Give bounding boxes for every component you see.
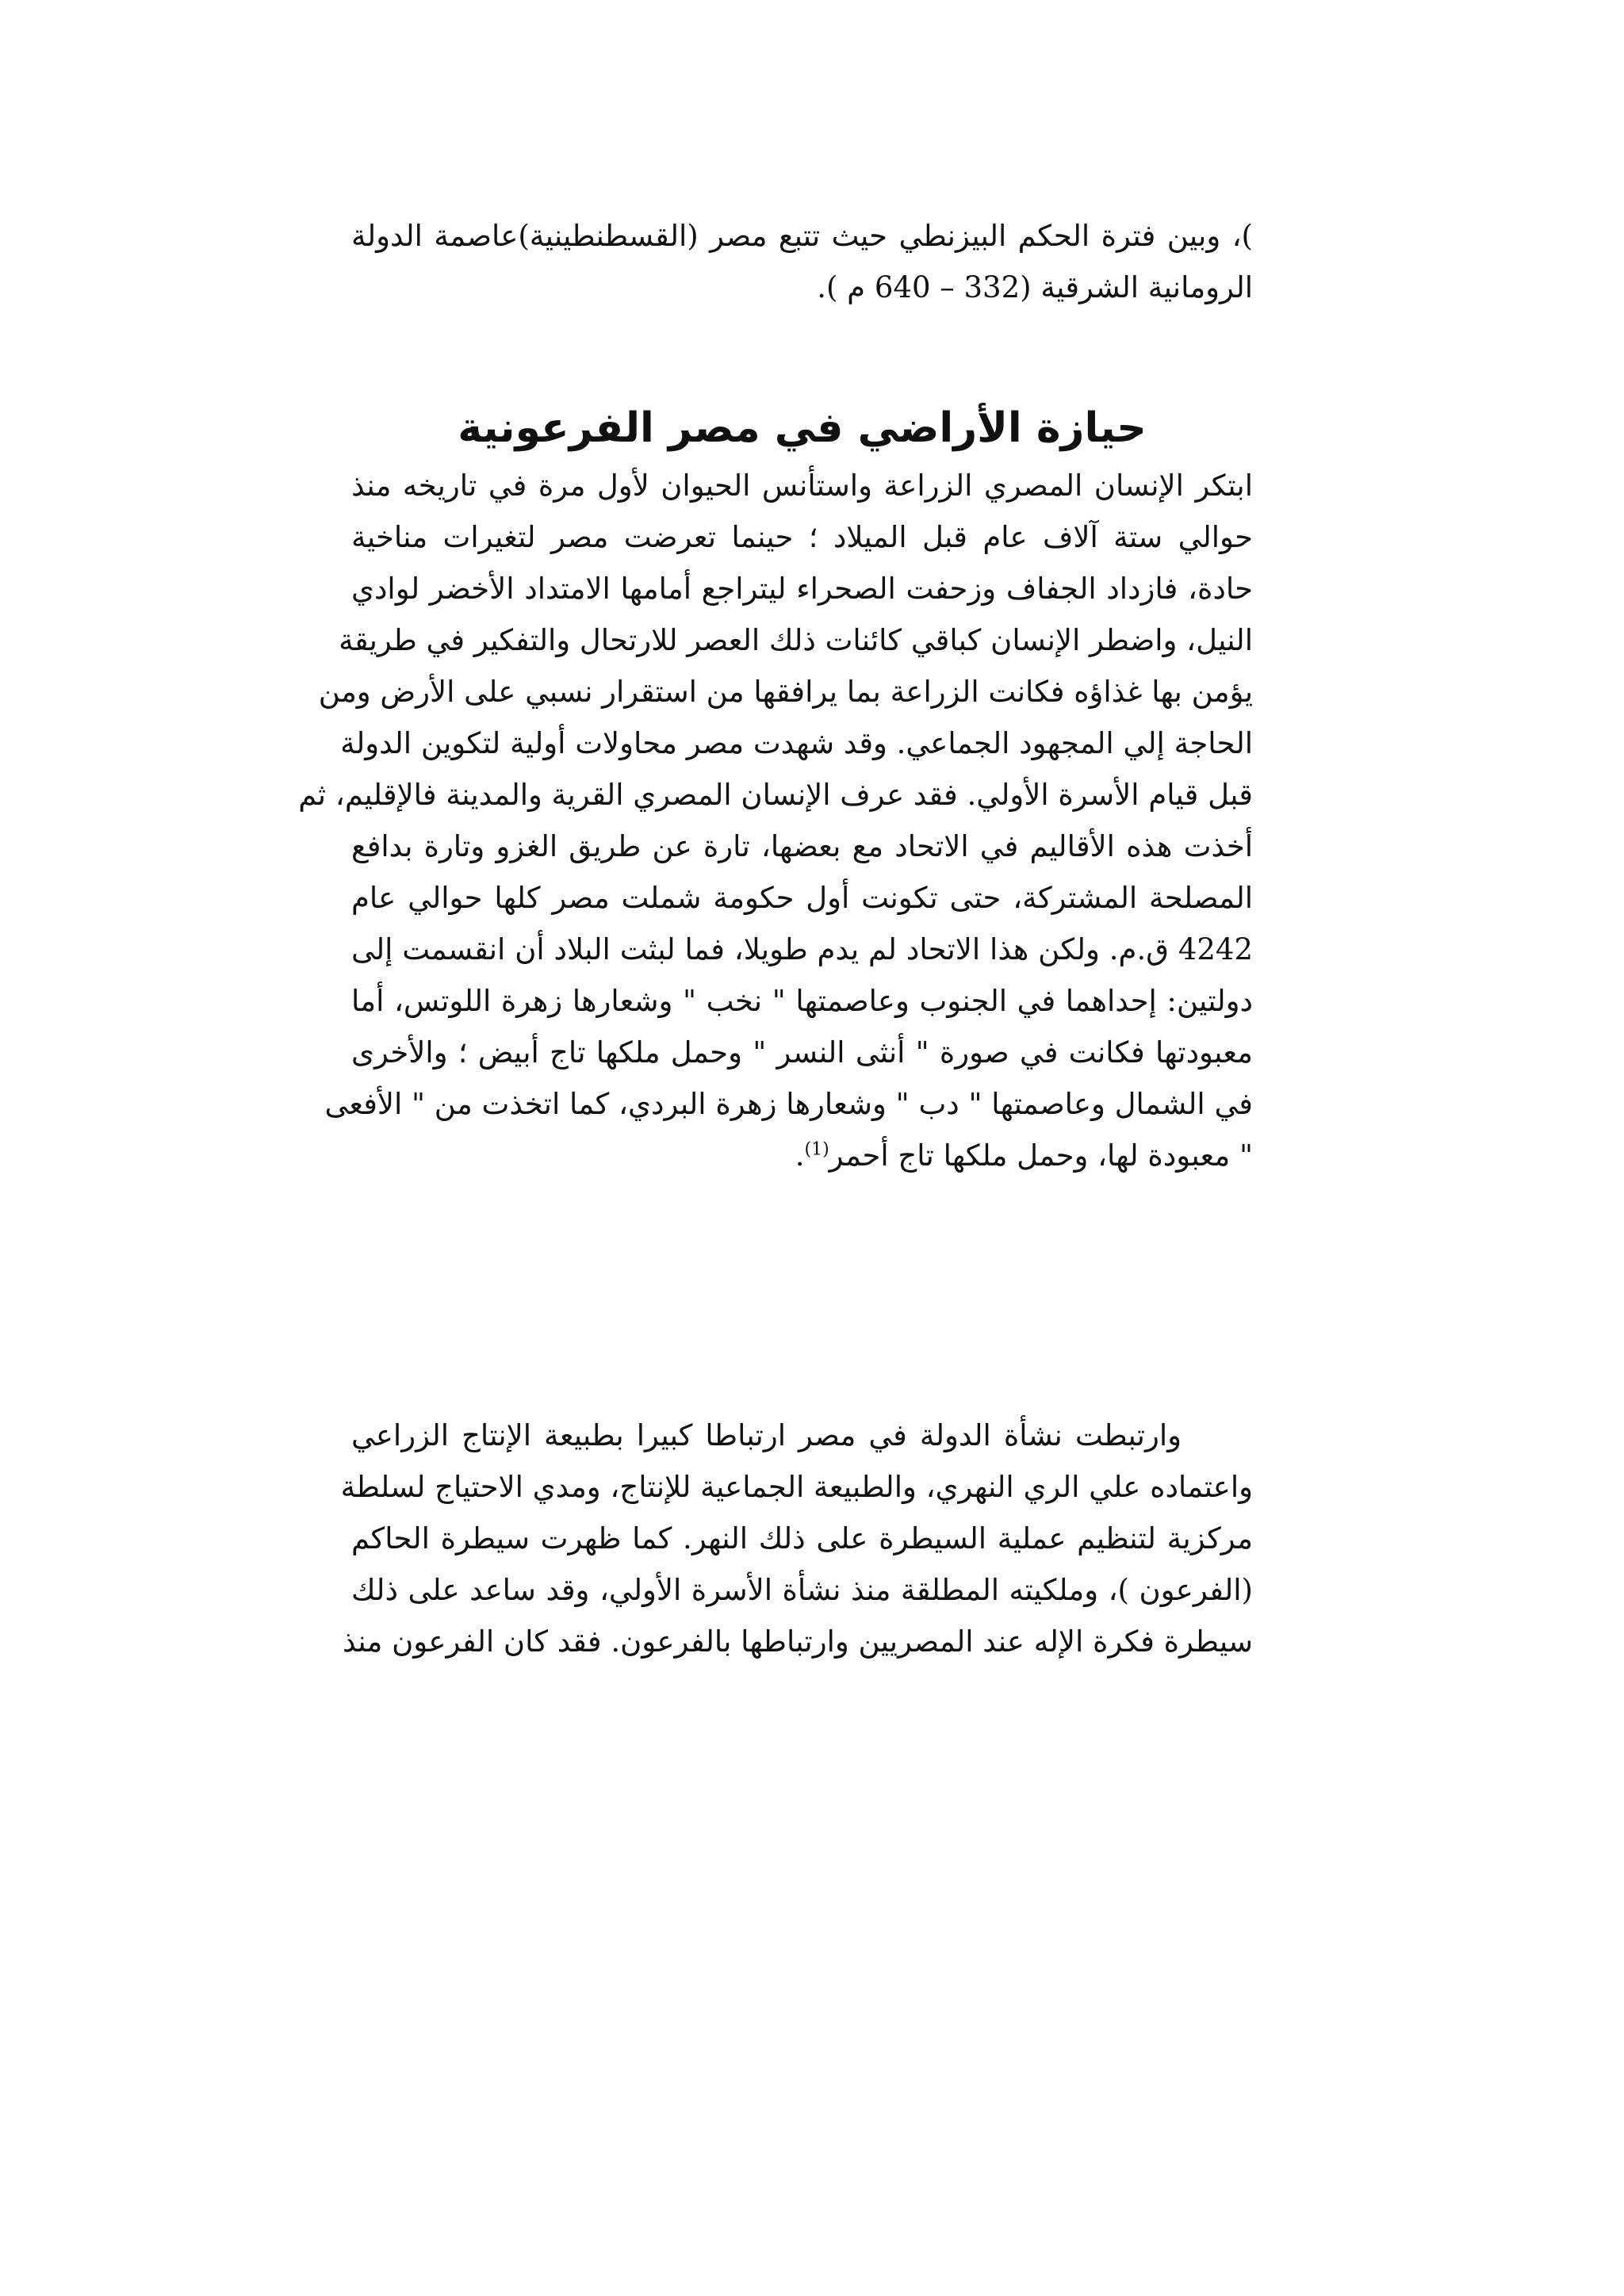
text-line: معبودتها فكانت في صورة " أنثى النسر " وحمل ملكها تاج أبيض ؛ والأخرى <box>351 1035 1253 1070</box>
text-fragment: " معبودة لها، وحمل ملكها تاج أحمر <box>829 1138 1253 1173</box>
text-line: في الشمال وعاصمتها " دب " وشعارها زهرة البردي، كما اتخذت من " الأفعى <box>324 1087 1253 1121</box>
text-line: )، وبين فترة الحكم البيزنطي حيث تتبع مصر (القسطنطينية)عاصمة الدولة <box>351 219 1253 253</box>
text-line: 4242 ق.م. ولكن هذا الاتحاد لم يدم طويلا، فما لبثت البلاد أن انقسمت إلى <box>351 932 1253 966</box>
text-line: وارتبطت نشأة الدولة في مصر ارتباطا كبيرا بطبيعة الإنتاج الزراعي <box>351 1418 1182 1452</box>
text-line: مركزية لتنظيم عملية السيطرة على ذلك النهر. كما ظهرت سيطرة الحاكم <box>351 1521 1253 1556</box>
text-line: ابتكر الإنسان المصري الزراعة واستأنس الحيوان لأول مرة في تاريخه منذ <box>351 469 1253 503</box>
body-paragraph-2 <box>340 1410 1253 1667</box>
text-line: (الفرعون )، وملكيته المطلقة منذ نشأة الأسرة الأولي، وقد ساعد على ذلك <box>351 1573 1253 1607</box>
text-line: النيل، واضطر الإنسان كباقي كائنات ذلك العصر للارتحال والتفكير في طريقة <box>339 623 1253 657</box>
footnote-reference[interactable]: (1) <box>804 1139 829 1160</box>
sentence-end: . <box>795 1138 805 1173</box>
text-line: حادة، فازداد الجفاف وزحفت الصحراء ليتراجع أمامها الامتداد الأخضر لوادي <box>351 572 1253 606</box>
text-line: سيطرة فكرة الإله عند المصريين وارتباطها بالفرعون. فقد كان الفرعون منذ <box>342 1624 1253 1659</box>
text-line: أخذت هذه الأقاليم في الاتحاد مع بعضها، تارة عن طريق الغزو وتارة بدافع <box>351 829 1253 863</box>
text-line: الحاجة إلي المجهود الجماعي. وقد شهدت مصر محاولات أولية لتكوين الدولة <box>340 726 1253 760</box>
text-line-final <box>351 1130 1253 1181</box>
text-line: يؤمن بها غذاؤه فكانت الزراعة بما يرافقها من استقرار نسبي على الأرض ومن <box>318 675 1253 709</box>
text-line: حوالي ستة آلاف عام قبل الميلاد ؛ حينما تعرضت مصر لتغيرات مناخية <box>351 520 1253 554</box>
text-line: المصلحة المشتركة، حتى تكونت أول حكومة شملت مصر كلها حوالي عام <box>351 881 1253 915</box>
intro-paragraph <box>351 210 1253 313</box>
body-paragraph-1 <box>298 460 1253 1181</box>
section-heading: حيازة الأراضي في مصر الفرعونية <box>458 404 1147 452</box>
text-line: الرومانية الشرقية (332 – 640 م ). <box>817 270 1253 304</box>
text-line: دولتين: إحداهما في الجنوب وعاصمتها " نخب " وشعارها زهرة اللوتس، أما <box>351 984 1253 1018</box>
text-line: واعتماده علي الري النهري، والطبيعة الجماعية للإنتاج، ومدي الاحتياج لسلطة <box>340 1470 1253 1504</box>
text-line: قبل قيام الأسرة الأولي. فقد عرف الإنسان المصري القرية والمدينة فالإقليم، ثم <box>298 778 1253 812</box>
